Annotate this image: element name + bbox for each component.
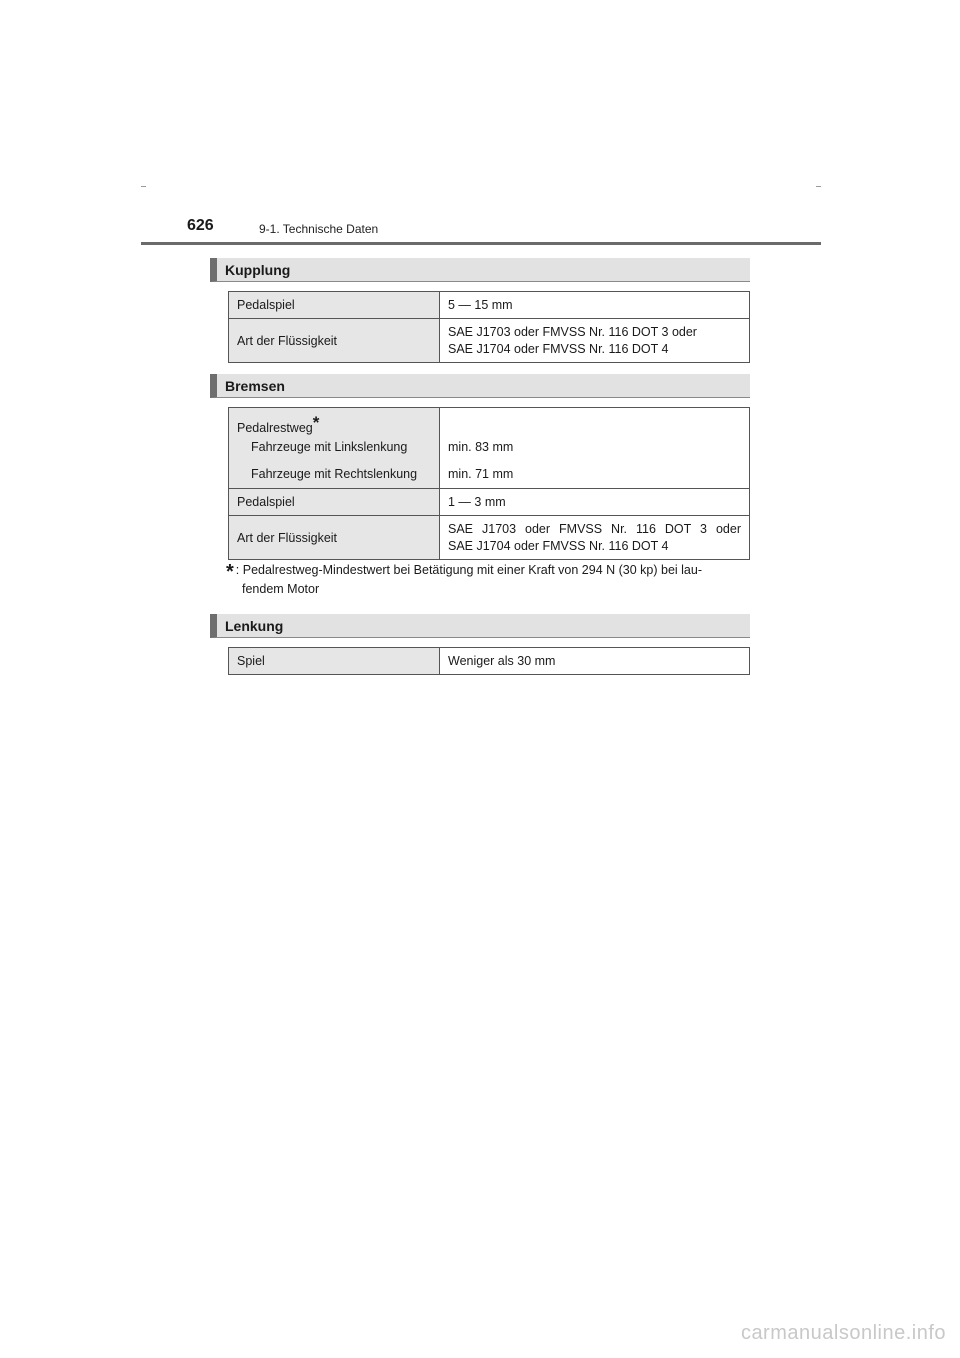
row-value	[440, 408, 750, 489]
row-value: 1 — 3 mm	[440, 489, 750, 516]
table-row	[229, 292, 750, 319]
crop-mark-left	[141, 186, 146, 187]
footnote-mark: *	[312, 413, 320, 432]
footnote-star: *	[226, 561, 234, 583]
spacer	[448, 412, 741, 434]
table-row	[229, 408, 750, 489]
header-rule	[141, 242, 821, 245]
row-label: Art der Flüssigkeit	[229, 516, 440, 560]
crop-mark-right	[816, 186, 821, 187]
table-row	[229, 489, 750, 516]
row-label: Art der Flüssigkeit	[229, 319, 440, 363]
sub-value-rechts: min. 71 mm	[448, 467, 514, 481]
value-line: SAE J1703 oder FMVSS Nr. 116 DOT 3 oder	[448, 324, 697, 339]
footnote	[226, 562, 746, 598]
section-heading-lenkung: Lenkung	[210, 614, 750, 638]
table-row	[229, 319, 750, 363]
sub-value-links: min. 83 mm	[448, 440, 514, 454]
value-line: SAE J1704 oder FMVSS Nr. 116 DOT 4	[448, 341, 669, 356]
footnote-line: : Pedalrestweg-Mindestwert bei Betätigung mit einer Kraft von 294 N (30 kp) bei lau-	[235, 563, 703, 577]
section-heading-kupplung: Kupplung	[210, 258, 750, 282]
row-label: Spiel	[229, 648, 440, 675]
value-line: SAE J1703 oder FMVSS Nr. 116 DOT 3 oder	[448, 521, 741, 536]
row-value	[440, 516, 750, 560]
chapter-title: 9-1. Technische Daten	[259, 222, 379, 236]
row-value	[440, 319, 750, 363]
table-bremsen	[228, 407, 750, 560]
table-kupplung	[228, 291, 750, 363]
footnote-line: fendem Motor	[242, 582, 320, 596]
sub-label-links: Fahrzeuge mit Linkslenkung	[251, 440, 408, 454]
row-label	[229, 408, 440, 489]
label-text: Pedalrestweg	[237, 421, 313, 435]
row-value: 5 — 15 mm	[440, 292, 750, 319]
watermark: carmanualsonline.info	[740, 1322, 946, 1344]
table-row	[229, 516, 750, 560]
pedalrestweg-label	[237, 412, 431, 434]
row-label: Pedalspiel	[229, 292, 440, 319]
value-line: SAE J1704 oder FMVSS Nr. 116 DOT 4	[448, 538, 669, 553]
page-number: 626	[187, 217, 214, 234]
table-lenkung	[228, 647, 750, 675]
table-row	[229, 648, 750, 675]
row-value: Weniger als 30 mm	[440, 648, 750, 675]
row-label: Pedalspiel	[229, 489, 440, 516]
sub-label-rechts: Fahrzeuge mit Rechtslenkung	[251, 467, 418, 481]
section-heading-bremsen: Bremsen	[210, 374, 750, 398]
